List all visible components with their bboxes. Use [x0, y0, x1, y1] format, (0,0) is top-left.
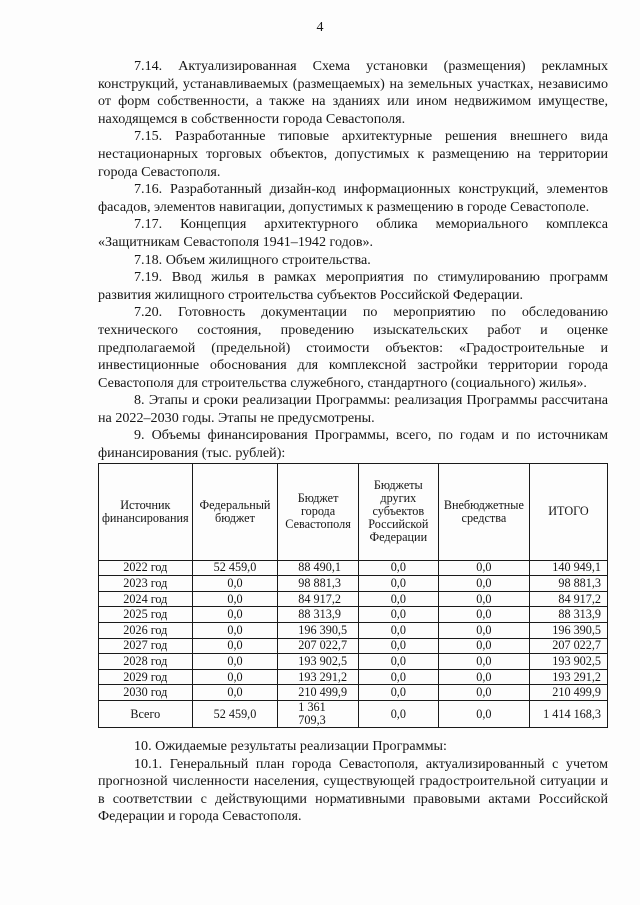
table-cell: 193 902,5 [278, 654, 359, 670]
table-row [99, 591, 608, 607]
table-header-row [99, 463, 608, 560]
row-label: 2024 год [99, 591, 193, 607]
financing-table [98, 463, 608, 728]
paragraph-7-15: 7.15. Разработанные типовые архитектурные решения внешнего вида нестационарных торговых объектов, допустимых к размещению на территории города Севастополя. [98, 128, 608, 180]
paragraph-10: 10. Ожидаемые результаты реализации Программы: [134, 738, 447, 754]
table-cell: 84 917,2 [529, 591, 607, 607]
table-cell: 84 917,2 [278, 591, 359, 607]
table-cell: 0,0 [438, 638, 529, 654]
page-number: 4 [316, 20, 324, 35]
table-cell: 1 414 168,3 [529, 701, 607, 728]
table-cell: 0,0 [358, 654, 438, 670]
table-cell: 210 499,9 [278, 685, 359, 701]
table-cell: 52 459,0 [192, 560, 278, 576]
table-cell: 193 291,2 [529, 669, 607, 685]
row-label: 2026 год [99, 623, 193, 639]
table-cell: 0,0 [358, 685, 438, 701]
paragraph-7-17: 7.17. Концепция архитектурного облика мемориального комплекса «Защитникам Севастополя 1941–1942 годов». [98, 216, 608, 250]
document-body [98, 58, 608, 826]
table-cell: 0,0 [438, 560, 529, 576]
table-cell: 1 361 709,3 [278, 701, 359, 728]
paragraph-7-14: 7.14. Актуализированная Схема установки (размещения) рекламных конструкций, устанавливаемых (размещаемых) на земельных участках, независимо от форм собственности, а также на зданиях или ином недвижимом имуществе, находящемся в собственности города Севастополя. [98, 58, 608, 127]
table-cell: 0,0 [358, 701, 438, 728]
table-cell: 210 499,9 [529, 685, 607, 701]
paragraph-7-18: 7.18. Объем жилищного строительства. [134, 251, 371, 268]
row-label: 2023 год [99, 576, 193, 592]
table-cell: 0,0 [438, 669, 529, 685]
header-federal-budget: Федеральный бюджет [192, 463, 278, 560]
row-label: 2029 год [99, 669, 193, 685]
row-label: Всего [99, 701, 193, 728]
paragraph-8: 8. Этапы и сроки реализации Программы: реализация Программы рассчитана на 2022–2030 годы. Этапы не предусмотрены. [98, 392, 608, 426]
table-cell: 88 490,1 [278, 560, 359, 576]
header-source: Источник финансирования [99, 463, 193, 560]
row-label: 2025 год [99, 607, 193, 623]
table-cell: 52 459,0 [192, 701, 278, 728]
row-label: 2030 год [99, 685, 193, 701]
table-cell: 0,0 [358, 623, 438, 639]
table-row [99, 607, 608, 623]
table-cell: 207 022,7 [529, 638, 607, 654]
table-cell: 0,0 [438, 685, 529, 701]
table-row [99, 638, 608, 654]
table-cell: 193 902,5 [529, 654, 607, 670]
table-cell: 0,0 [192, 685, 278, 701]
table-row [99, 669, 608, 685]
table-cell: 0,0 [358, 591, 438, 607]
table-row [99, 685, 608, 701]
table-row [99, 560, 608, 576]
table-row [99, 654, 608, 670]
table-cell: 207 022,7 [278, 638, 359, 654]
table-row [99, 576, 608, 592]
table-cell: 0,0 [438, 591, 529, 607]
table-cell: 140 949,1 [529, 560, 607, 576]
table-cell: 0,0 [438, 576, 529, 592]
header-city-budget: Бюджет города Севастополя [278, 463, 359, 560]
table-cell: 0,0 [358, 607, 438, 623]
header-total: ИТОГО [529, 463, 607, 560]
paragraph-9: 9. Объемы финансирования Программы, всего, по годам и по источникам финансирования (тыс. рублей): [98, 427, 608, 462]
table-cell: 0,0 [358, 576, 438, 592]
table-cell: 0,0 [438, 654, 529, 670]
table-cell: 88 313,9 [278, 607, 359, 623]
table-cell: 0,0 [438, 607, 529, 623]
table-body [99, 560, 608, 727]
table-cell: 0,0 [192, 654, 278, 670]
header-other-subjects-budget: Бюджеты других субъектов Российской Федерации [358, 463, 438, 560]
row-label: 2028 год [99, 654, 193, 670]
table-row [99, 701, 608, 728]
table-cell: 88 313,9 [529, 607, 607, 623]
table-cell: 196 390,5 [278, 623, 359, 639]
paragraph-7-19: 7.19. Ввод жилья в рамках мероприятия по стимулированию программ развития жилищного строительства субъектов Российской Федерации. [98, 269, 608, 303]
table-cell: 196 390,5 [529, 623, 607, 639]
table-cell: 0,0 [192, 638, 278, 654]
table-cell: 0,0 [438, 701, 529, 728]
row-label: 2027 год [99, 638, 193, 654]
table-cell: 98 881,3 [278, 576, 359, 592]
table-cell: 0,0 [192, 591, 278, 607]
table-cell: 0,0 [192, 607, 278, 623]
table-cell: 0,0 [358, 560, 438, 576]
paragraph-10-1: 10.1. Генеральный план города Севастополя, актуализированный с учетом прогнозной численности населения, существующей градостроительной ситуации и в соответствии с действующими нормативными правовыми актами Российской Федерации и города Севастополя. [98, 755, 608, 825]
table-cell: 98 881,3 [529, 576, 607, 592]
paragraph-7-20: 7.20. Готовность документации по мероприятию по обследованию технического состояния, проведению изыскательских работ и оценке предполагаемой (предельной) стоимости объектов: «Градостроительные и инвестиционные обоснования для комплексной застройки территории города Севастополя для строительства служебного, стандартного (социального) жилья». [98, 304, 608, 391]
table-cell: 0,0 [192, 623, 278, 639]
row-label: 2022 год [99, 560, 193, 576]
table-cell: 0,0 [192, 669, 278, 685]
paragraph-7-16: 7.16. Разработанный дизайн-код информационных конструкций, элементов фасадов, элементов навигации, допустимых к размещению в городе Севастополе. [98, 181, 608, 215]
table-row [99, 623, 608, 639]
table-cell: 193 291,2 [278, 669, 359, 685]
header-extrabudgetary: Внебюджетные средства [438, 463, 529, 560]
table-cell: 0,0 [192, 576, 278, 592]
table-cell: 0,0 [438, 623, 529, 639]
table-cell: 0,0 [358, 638, 438, 654]
table-cell: 0,0 [358, 669, 438, 685]
